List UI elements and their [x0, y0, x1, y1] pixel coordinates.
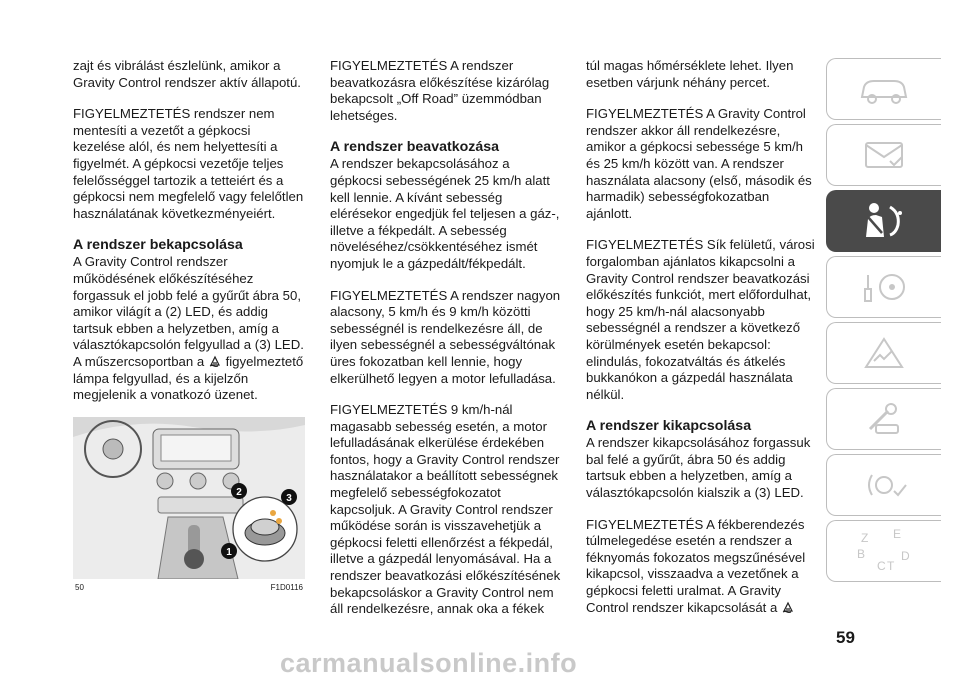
tab-starting-driving[interactable]	[826, 256, 941, 318]
svg-text:B: B	[857, 547, 866, 561]
car-icon	[854, 69, 914, 109]
paragraph-text: A Gravity Control rendszer működésének előkészítéséhez forgassuk el jobb felé a gyűrűt ábra 50, amikor világít a (2) LED, és addig tartsuk ebben a helyzetben, amíg a választókapcsolón felgyullad a (3) LED. A műszercsoportban a	[73, 254, 304, 369]
section-heading: A rendszer bekapcsolása	[73, 237, 243, 254]
tab-emergency[interactable]	[826, 322, 941, 384]
paragraph: A rendszer kikapcsolásához forgassuk bal felé a gyűrűt, ábra 50 és addig tartsuk ebben a helyzetben, amíg a választókapcsolón kialszik a (3) LED.	[586, 435, 811, 501]
section-heading: A rendszer kikapcsolása	[586, 418, 752, 435]
paragraph: A rendszer bekapcsolásához a gépkocsi sebességének 25 km/h alatt kell lennie. A kívánt sebesség elérésekor engedjük fel teljesen a gáz-, illetve a fékpedált. A sebesség növeléséhez/csökkentéséhez ismét nyomjuk le a gázpedált/fékpedált.	[330, 156, 560, 271]
callout-label: 1	[226, 547, 232, 558]
callout-label: 2	[236, 487, 242, 498]
envelope-check-icon	[854, 135, 914, 175]
svg-text:Z: Z	[861, 531, 869, 545]
warning-paragraph: FIGYELMEZTETÉS A rendszer nagyon alacsony, 5 km/h és 9 km/h közötti sebességnél is rendelkezésre áll, de ilyen sebességnél a sebességváltónak üres fokozatban kell lennie, hogy elkerülhető legyen a motor lefulladása.	[330, 287, 561, 386]
figure-number: 50	[75, 583, 84, 592]
paragraph: túl magas hőmérséklete lehet. Ilyen esetben várjunk néhány percet.	[586, 58, 794, 90]
text-column-3	[586, 58, 816, 631]
tab-multimedia[interactable]	[826, 454, 941, 516]
tab-car-overview[interactable]	[826, 58, 941, 120]
wrench-steering-icon	[854, 267, 914, 307]
seatbelt-airbag-icon	[854, 199, 914, 243]
section-heading: A rendszer beavatkozása	[330, 139, 500, 156]
paragraph: zajt és vibrálást észlelünk, amikor a Gravity Control rendszer aktív állapotú.	[73, 58, 301, 90]
dashboard-figure	[73, 417, 305, 579]
paragraph-text: FIGYELMEZTETÉS A fékberendezés túlmelegedése esetén a rendszer a féknyomás fokozatos megszűnésével kikapcsol, visszaadva a vezetőnek a gépkocsi feletti uralmat. A Gravity Control rendszer kikapcsolását a	[586, 516, 806, 615]
tab-maintenance[interactable]	[826, 388, 941, 450]
callout-label: 3	[286, 493, 292, 504]
gravity-control-warning-icon	[208, 354, 222, 368]
index-letters-icon	[849, 526, 919, 576]
warning-paragraph: FIGYELMEZTETÉS A Gravity Control rendszer akkor áll rendelkezésre, amikor a gépkocsi sebessége 5 km/h és 25 km/h között van. A rendszer használata alacsony (első, második és harmadik) sebességfokozatban ajánlott.	[586, 106, 812, 221]
watermark: carmanualsonline.info	[280, 648, 578, 678]
dashboard-illustration	[73, 417, 305, 579]
warning-paragraph	[586, 517, 816, 617]
text-column-1	[73, 58, 305, 419]
warning-paragraph: FIGYELMEZTETÉS 9 km/h-nál magasabb sebesség esetén, a motor lefulladásának elkerülése érdekében fontos, hogy a Gravity Control rendszer használatakor a beállított sebességnek megfelelő sebességfokozatot kapcsoljuk. A Gravity Control rendszer működése során is visszavehetjük a gépkocsi feletti ellenőrzést a fékpedál, illetve a gázpedál lenyomásával. Ha a rendszer beavatkozási előkészítésének bekapcsoláskor a Gravity Control nem áll rendelkezésre, annak oka a fékek	[330, 402, 561, 617]
tab-instruments[interactable]	[826, 124, 941, 186]
page-number: 59	[836, 628, 855, 647]
svg-text:E: E	[893, 527, 902, 541]
svg-text:C: C	[877, 559, 886, 573]
figure-code: F1D0116	[270, 583, 303, 592]
warning-paragraph: FIGYELMEZTETÉS Sík felületű, városi forgalomban ajánlatos kikapcsolni a Gravity Control rendszer beavatkozási előkészítés funkciót, mert előfordulhat, hogy 25 km/h-nál alacsonyabb sebességnél a rendszer a következő körülmények esetén bekapcsol: elindulás, fokozatváltás és átkelés bukkanókon a gázpedál használata nélkül.	[586, 237, 815, 402]
paragraph-text: figyelmeztető lámpa felgyullad, és a kijelzőn megjelenik a vonatkozó üzenet.	[73, 353, 304, 403]
media-settings-icon	[854, 465, 914, 505]
tab-safety[interactable]	[826, 190, 941, 252]
tab-index[interactable]	[826, 520, 941, 582]
warning-paragraph: FIGYELMEZTETÉS A rendszer beavatkozásra előkészítése kizárólag bekapcsolt „Off Road” üzemmódban lehetséges.	[330, 58, 550, 123]
warning-paragraph: FIGYELMEZTETÉS rendszer nem mentesíti a vezetőt a gépkocsi kezelése alól, és nem helyettesíti a figyelmét. A gépkocsi vezetője teljes felelősséggel tartozik a tetteiért és a gépkocsi nem megfelelő vagy felelőtlen használatának következményeiért.	[73, 106, 304, 221]
svg-text:T: T	[887, 559, 895, 573]
paragraph	[73, 254, 305, 403]
warning-triangle-icon	[854, 333, 914, 373]
svg-text:D: D	[901, 549, 910, 563]
gravity-control-warning-icon	[781, 600, 795, 614]
text-column-2	[330, 58, 562, 633]
figure-caption	[73, 583, 305, 595]
chapter-tabs	[826, 58, 941, 586]
tool-icon	[854, 399, 914, 439]
